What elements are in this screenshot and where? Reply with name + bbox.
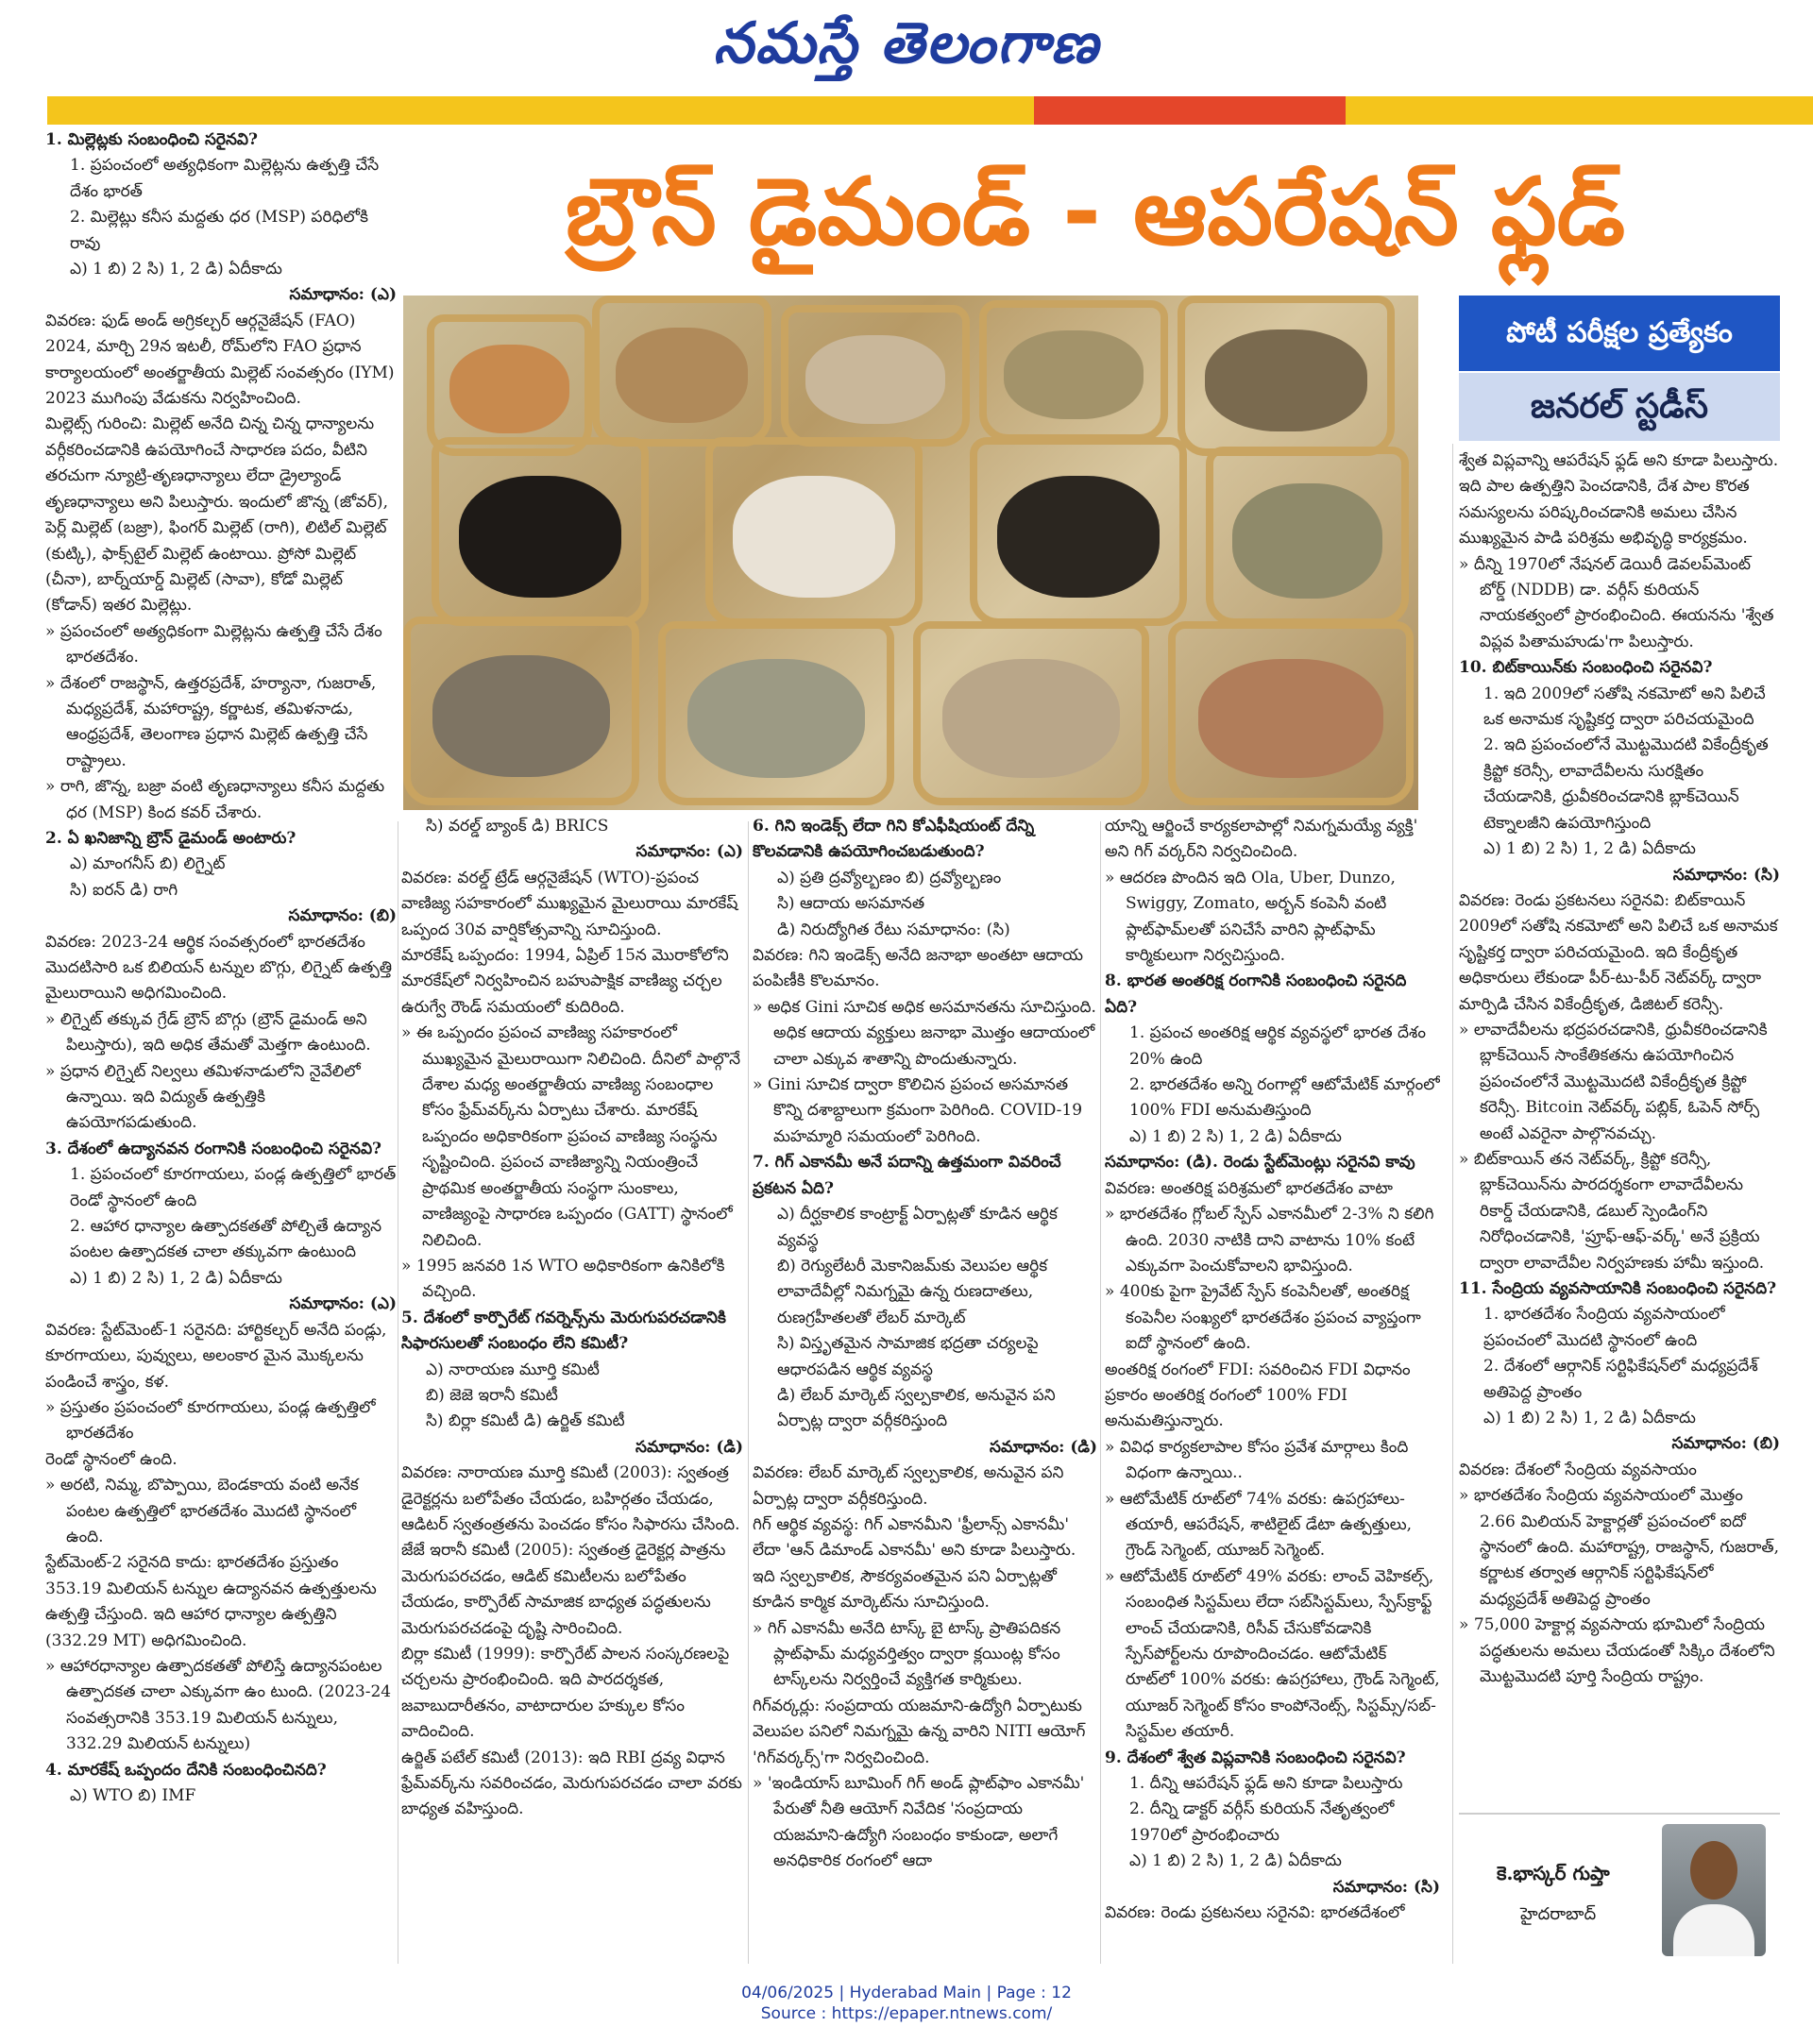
options: డి) నిరుద్యోగిత రేటు సమాధానం: (సి): [777, 920, 1010, 939]
paragraph: జేజే ఇరానీ కమిటీ (2005): స్వతంత్ర డైరెక్టర్ల పాత్రను మెరుగుపరచడం, ఆడిట్ కమిటీలను బలోపేతం చేయడం, కార్పొరేట్ సామాజిక బాధ్యత పద్ధతులను మెరుగుపరచడంపై దృష్టి సారించింది.: [401, 1541, 726, 1638]
article-column-4: [1105, 814, 1440, 1966]
bullet-item: » అధిక Gini సూచిక అధిక అసమానతను సూచిస్తుంది. అధిక ఆదాయ వ్యక్తులు జనాభా మొత్తం ఆదాయంలో చాలా ఎక్కువ శాతాన్ని పొందుతున్నారు.: [753, 997, 1096, 1069]
paragraph: వివరణ: దేశంలో సేంద్రియ వ్యవసాయం: [1459, 1460, 1697, 1479]
answer: సమాధానం: (సి): [1672, 865, 1780, 885]
author-city: హైదరాబాద్: [1520, 1904, 1597, 1924]
options: బి) జెజె ఇరానీ కమిటీ: [426, 1385, 558, 1405]
bullet-item: » 1995 జనవరి 1న WTO అధికారికంగా ఉనికిలోకి వచ్చింది.: [401, 1256, 725, 1302]
statement: 2. దేశంలో ఆర్గానిక్ సర్టిఫికేషన్‌లో మధ్యప్రదేశ్ అతిపెద్ద ప్రాంతం: [1483, 1357, 1758, 1402]
statement: 1. ప్రపంచంలో కూరగాయలు, పండ్ల ఉత్పత్తిలో భారత్ రెండో స్థానంలో ఉంది: [70, 1165, 397, 1210]
author-box: [1459, 1813, 1780, 1966]
statement: 1. ప్రపంచంలో అత్యధికంగా మిల్లెట్లను ఉత్పత్తి చేసే దేశం భారత్: [70, 156, 380, 201]
statement: 2. దీన్ని డాక్టర్ వర్గీస్ కురియన్ నేతృత్వంలో 1970లో ప్రారంభించారు: [1129, 1799, 1395, 1845]
question: 10. బిట్‌కాయిన్‌కు సంబంధించి సరైనవి?: [1459, 658, 1713, 678]
answer: సమాధానం: (డి): [635, 1437, 743, 1457]
options: ఎ) 1 బి) 2 సి) 1, 2 డి) ఏదీకాదు: [70, 1268, 282, 1288]
paragraph: మారకేష్ ఒప్పందం: 1994, ఏప్రిల్ 15న మొరాకోలోని మారకేష్‌లో నిర్వహించిన బహుపాక్షిక వాణిజ్య చర్చల ఉరుగ్వే రౌండ్ సమయంలో కుదిరింది.: [401, 946, 729, 1017]
paragraph: వివరణ: రెండు ప్రకటనలు సరైనవి: బిట్‌కాయిన్ 2009లో సతోషి నకమోటో అని పిలిచే ఒక అనామక సృష్టికర్త ద్వారా పరిచయమైంది. ఇది కేంద్రీకృత అధికారులు లేకుండా పీర్-టు-పీర్ నెట్‌వర్క్ ద్వారా మార్పిడి చేసిన వికేంద్రీకృత, డిజిటల్ కరెన్సీ.: [1459, 890, 1778, 1014]
masthead: [0, 0, 1813, 94]
answer: సమాధానం: (బి): [288, 906, 397, 926]
basket-7: [705, 437, 923, 626]
bullet-item: » అరటి, నిమ్మ, బొప్పాయి, బెండకాయ వంటి అనేక పంటల ఉత్పత్తిలో భారతదేశం మొదటి స్థానంలో ఉంది.: [45, 1476, 359, 1546]
paragraph: మిల్లెట్స్ గురించి: మిల్లెట్ అనేది చిన్న చిన్న ధాన్యాలను వర్గీకరించడానికి ఉపయోగించే సాధారణ పదం, వీటిని తరచుగా న్యూట్రి-తృణధాన్యాలు లేదా డ్రైల్యాండ్ తృణధాన్యాలు అని పిలుస్తారు. ఇందులో జొన్న (జోవర్), పెర్ల్ మిల్లెట్ (బజ్రా), ఫింగర్ మిల్లెట్ (రాగి), లిటిల్ మిల్లెట్ (కుట్కి), ఫాక్స్‌టైల్ మిల్లెట్ ఉంటాయి. ప్రోసో మిల్లెట్ (చీనా), బార్న్‌యార్డ్ మిల్లెట్ (సావా), కోడో మిల్లెట్ (కోడాన్) ఇతర మిల్లెట్లు.: [45, 414, 388, 616]
bullet-item: » Gini సూచిక ద్వారా కొలిచిన ప్రపంచ అసమానత కొన్ని దశాబ్దాలుగా క్రమంగా పెరిగింది. COVID-19 మహమ్మారి సమయంలో పెరిగింది.: [753, 1075, 1083, 1146]
paragraph: రెండో స్థానంలో ఉంది.: [45, 1449, 178, 1469]
basket-1: [427, 314, 592, 456]
paragraph: స్టేట్‌మెంట్-2 సరైనది కాదు: భారతదేశం ప్రస్తుతం 353.19 మిలియన్ టన్నుల ఉద్యానవన ఉత్పత్తులను ఉత్పత్తి చేస్తుంది. ఇది ఆహార ధాన్యాల ఉత్పత్తిని (332.29 MT) అధిగమించింది.: [45, 1553, 377, 1650]
basket-11: [658, 621, 894, 805]
bullet-item: » వివిధ కార్యకలాపాల కోసం ప్రవేశ మార్గాలు కింది విధంగా ఉన్నాయి..: [1105, 1437, 1409, 1483]
bullet-item: » ప్రపంచంలో అత్యధికంగా మిల్లెట్లను ఉత్పత్తి చేసే దేశం భారతదేశం.: [45, 621, 382, 667]
paragraph: వివరణ: స్టేట్‌మెంట్-1 సరైనది: హార్టికల్చర్ అనేది పండ్లు, కూరగాయలు, పువ్వులు, అలంకార మైన మొక్కలను పండించే శాస్త్రం, కళ.: [45, 1320, 387, 1392]
bullet-item: » గిగ్ ఎకానమీ అనేది టాస్క్ బై టాస్క్ ప్రాతిపదికన ప్లాట్‌ఫామ్ మధ్యవర్తిత్వం ద్వారా క్లయింట్ల కోసం టాస్క్‌లను నిర్వర్తించే వ్యక్తిగత కార్మికులు.: [753, 1618, 1061, 1690]
bullet-item: » దీన్ని 1970లో నేషనల్ డెయిరీ డెవలప్‌మెంట్ బోర్డ్ (NDDB) డా. వర్గీస్ కురియన్ నాయకత్వంలో ప్రారంభించింది. ఈయనను 'శ్వేత విప్లవ పితామహుడు'గా పిలుస్తారు.: [1459, 554, 1774, 651]
answer: సమాధానం: (ఎ): [289, 1294, 397, 1314]
statement: 2. ఇది ప్రపంచంలోనే మొట్టమొదటి వికేంద్రీకృత క్రిప్టో కరెన్సీ, లావాదేవీలను సురక్షితం చేయడానికి, ధ్రువీకరించడానికి బ్లాక్‌చెయిన్ టెక్నాలజీని ఉపయోగిస్తుంది: [1483, 735, 1769, 833]
bullet-item: » ప్రధాన లిగ్నైట్ నిల్వలు తమిళనాడులోని నైవేలిలో ఉన్నాయి. ఇది విద్యుత్ ఉత్పత్తికి ఉపయోగపడుతుంది.: [45, 1061, 361, 1133]
column-divider: [748, 821, 749, 1964]
header-band-center: [1034, 96, 1346, 125]
options: సి) ఆదాయ అసమానత: [777, 894, 925, 914]
paragraph: గిగ్‌వర్కర్లు: సంప్రదాయ యజమాని-ఉద్యోగి ఏర్పాటుకు వెలుపల పనిలో నిమగ్నమై ఉన్న వారిని NITI ఆయోగ్ 'గిగ్‌వర్కర్స్'గా నిర్వచించింది.: [753, 1696, 1086, 1767]
options: సి) ఐరన్ డి) రాగి: [70, 880, 178, 900]
header-band-right: [1346, 96, 1813, 125]
paragraph: వివరణ: రెండు ప్రకటనలు సరైనవి: భారతదేశంలో: [1105, 1903, 1405, 1923]
bullet-item: » బిట్‌కాయిన్ తన నెట్‌వర్క్, క్రిప్టో కరెన్సీ, బ్లాక్‌చెయిన్‌ను పారదర్శకంగా లావాదేవీలను రికార్డ్ చేయడానికి, డబుల్ స్పెండింగ్‌ని నిరోధించడానికి, 'ప్రూఫ్-ఆఫ్-వర్క్' అనే ప్రక్రియ ద్వారా లావాదేవీల నిర్వహణకు హామీ ఇస్తుంది.: [1459, 1149, 1765, 1273]
basket-12: [913, 621, 1149, 805]
header-band-left: [47, 96, 1034, 125]
question: 8. భారత అంతరిక్ష రంగానికి సంబంధించి సరైనది ఏది?: [1105, 971, 1407, 1017]
question: 5. దేశంలో కార్పొరేట్ గవర్నెన్స్‌ను మెరుగుపరచడానికి సిఫారసులతో సంబంధం లేని కమిటీ?: [401, 1308, 726, 1354]
basket-8: [970, 437, 1187, 626]
section-tag-competitive-exams: పోటీ పరీక్షల ప్రత్యేకం: [1459, 296, 1780, 371]
paragraph: గిగ్ ఆర్థిక వ్యవస్థ: గిగ్ ఎకానమీని 'ఫ్రీలాన్స్ ఎకానమీ' లేదా 'ఆన్ డిమాండ్ ఎకానమీ' అని కూడా పిలుస్తారు. ఇది స్వల్పకాలిక, సౌకర్యవంతమైన పని ఏర్పాట్లతో కూడిన కార్మిక మార్కెట్‌ను సూచిస్తుంది.: [753, 1514, 1076, 1613]
question: 3. దేశంలో ఉద్యానవన రంగానికి సంబంధించి సరైనవి?: [45, 1139, 381, 1158]
question: 6. గిని ఇండెక్స్ లేదా గిని కోఎఫీషియంట్ దేన్ని కొలవడానికి ఉపయోగించబడుతుంది?: [753, 817, 1035, 862]
bullet-item: » ఆటోమేటిక్ రూట్‌లో 74% వరకు: ఉపగ్రహాలు-తయారీ, ఆపరేషన్, శాటిలైట్ డేటా ఉత్పత్తులు, గ్రౌండ్ సెగ్మెంట్, యూజర్ సెగ్మెంట్.: [1105, 1489, 1413, 1561]
options: ఎ) WTO బి) IMF: [70, 1786, 196, 1805]
bullet-item: » ఆహారధాన్యాల ఉత్పాదకతతో పోలిస్తే ఉద్యానపంటల ఉత్పాదకత చాలా ఎక్కువగా ఉం టుంది. (2023-24 సంవత్సరానికి 353.19 మిలియన్ టన్నులు, 332.29 మిలియన్ టన్నులు): [45, 1656, 392, 1754]
bullet-item: » 400కు పైగా ప్రైవేట్ స్పేస్ కంపెనీలతో, అంతరిక్ష కంపెనీల సంఖ్యలో భారతదేశం ప్రపంచ వ్యాప్తంగా ఐదో స్థానంలో ఉంది.: [1105, 1282, 1421, 1354]
options: ఎ) ప్రతి ద్రవ్యోల్బణం బి) ద్రవ్యోల్బణం: [777, 868, 1002, 887]
basket-3: [781, 305, 970, 447]
statement: 2. మిల్లెట్లు కనీస మద్దతు ధర (MSP) పరిధిలోకి రావు: [70, 208, 368, 253]
millets-photo: [403, 296, 1418, 810]
paragraph: వివరణ: నారాయణ మూర్తి కమిటీ (2003): స్వతంత్ర డైరెక్టర్లను బలోపేతం చేయడం, బహిర్గతం చేయడం, ఆడిటర్ స్వతంత్రతను పెంచడం కోసం సిఫారసు చేసింది.: [401, 1463, 740, 1534]
article-column-5: [1459, 448, 1780, 1808]
paragraph: ఉర్జిత్ పటేల్ కమిటీ (2013): ఇది RBI ద్రవ్య విధాన ఫ్రేమ్‌వర్క్‌ను సవరించడం, మెరుగుపరచడం చాలా వరకు బాధ్యత వహిస్తుంది.: [401, 1748, 742, 1819]
statement: 2. భారతదేశం అన్ని రంగాల్లో ఆటోమేటిక్ మార్గంలో 100% FDI అనుమతిస్తుంది: [1129, 1075, 1440, 1121]
newspaper-logo: నమస్తే తెలంగాణ: [713, 10, 1100, 76]
question: 7. గిగ్ ఎకానమీ అనే పదాన్ని ఉత్తమంగా వివరించే ప్రకటన ఏది?: [753, 1153, 1061, 1198]
basket-10: [403, 617, 639, 805]
paragraph: వివరణ: వరల్డ్ ట్రేడ్ ఆర్గనైజేషన్ (WTO)-ప్రపంచ వాణిజ్య సహకారంలో ముఖ్యమైన మైలురాయి మారకేష్ ఒప్పంద 30వ వార్షికోత్సవాన్ని సూచిస్తుంది.: [401, 868, 738, 939]
answer: సమాధానం: (డి): [990, 1437, 1097, 1457]
page-headline: బ్రౌన్ డైమండ్ - ఆపరేషన్ ఫ్లడ్: [565, 159, 1626, 266]
article-column-3: [753, 814, 1097, 1966]
options: ఎ) నారాయణ మూర్తి కమిటీ: [426, 1360, 600, 1379]
bullet-item: » ఈ ఒప్పందం ప్రపంచ వాణిజ్య సహకారంలో ముఖ్యమైన మైలురాయిగా నిలిచింది. దీనిలో పాల్గొనే దేశాల మధ్య అంతర్జాతీయ వాణిజ్య సంబంధాల కోసం ఫ్రేమ్‌వర్క్‌ను ఏర్పాటు చేశారు. మారకేష్ ఒప్పందం అధికారికంగా ప్రపంచ వాణిజ్య సంస్థను సృష్టించింది. ప్రపంచ వాణిజ్యాన్ని నియంత్రించే ప్రాథమిక అంతర్జాతీయ సంస్థగా సుంకాలు, వాణిజ్యంపై సాధారణ ఒప్పందం (GATT) స్థానంలో నిలిచింది.: [401, 1023, 741, 1250]
paragraph: వివరణ: అంతరిక్ష పరిశ్రమలో భారతదేశం వాటా: [1105, 1178, 1393, 1198]
article-column-1: [45, 127, 397, 1967]
options: డి) లేబర్ మార్కెట్ స్వల్పకాలిక, అనువైన పని ఏర్పాట్ల ద్వారా వర్గీకరిస్తుంది: [777, 1385, 1056, 1431]
options: సి) విస్తృతమైన సామాజిక భద్రతా చర్యలపై ఆధారపడిన ఆర్థిక వ్యవస్థ: [777, 1334, 1039, 1379]
basket-2: [592, 296, 771, 447]
bullet-item: » ఆటోమేటిక్ రూట్‌లో 49% వరకు: లాంచ్ వెహికల్స్, సంబంధిత సిస్టమ్‌లు లేదా సబ్‌సిస్టమ్‌లు, స్పేస్‌క్రాఫ్ట్ లాంచ్ చేయడానికి, రిసీవ్ చేసుకోవడానికి స్పేస్‌పోర్ట్‌లను రూపొందించడం. ఆటోమేటిక్ రూట్‌లో 100% వరకు: ఉపగ్రహాలు, గ్రౌండ్ సెగ్మెంట్, యూజర్ సెగ్మెంట్ కోసం కాంపోనెంట్స్, సిస్టమ్స్/సబ్-సిస్టమ్‌ల తయారీ.: [1105, 1566, 1440, 1742]
bullet-item: » ఆదరణ పొందిన ఇది Ola, Uber, Dunzo, Swiggy, Zomato, అర్బన్ కంపెనీ వంటి ప్లాట్‌ఫామ్‌లతో పనిచేసే వారిని ప్లాట్‌ఫామ్ కార్మికులుగా నిర్వచిస్తుంది.: [1105, 868, 1396, 966]
question: 11. సేంద్రియ వ్యవసాయానికి సంబంధించి సరైనది?: [1459, 1279, 1777, 1298]
bullet-item: » లావాదేవీలను భద్రపరచడానికి, ధ్రువీకరించడానికి బ్లాక్‌చెయిన్ సాంకేతికతను ఉపయోగించిన ప్రపంచంలోనే మొట్టమొదటి వికేంద్రీకృత క్రిప్టో కరెన్సీ. Bitcoin నెట్‌వర్క్ పబ్లిక్, ఓపెన్ సోర్స్ అంటే ఎవరైనా పాల్గొనవచ్చు.: [1459, 1020, 1768, 1143]
avatar-body: [1673, 1904, 1754, 1956]
bullet-item: » రాగి, జొన్న, బజ్రా వంటి తృణధాన్యాలు కనీస మద్దతు ధర (MSP) కింద కవర్ చేశారు.: [45, 777, 385, 822]
author-name: కె.భాస్కర్ గుప్తా: [1497, 1862, 1610, 1884]
article-column-2: [401, 814, 743, 1966]
paragraph: వివరణ: 2023-24 ఆర్థిక సంవత్సరంలో భారతదేశం మొదటిసారి ఒక బిలియన్ టన్నుల బొగ్గు, లిగ్నైట్ ఉత్పత్తి మైలురాయిని అధిగమించింది.: [45, 932, 393, 1004]
question: 9. దేశంలో శ్వేత విప్లవానికి సంబంధించి సరైనవి?: [1105, 1748, 1406, 1767]
answer: సమాధానం: (ఎ): [635, 842, 743, 862]
statement: 1. దీన్ని ఆపరేషన్ ఫ్లడ్ అని కూడా పిలుస్తారు: [1129, 1774, 1403, 1794]
options: ఎ) మాంగనీస్ బి) లిగ్నైట్: [70, 854, 226, 874]
options: ఎ) 1 బి) 2 సి) 1, 2 డి) ఏదీకాదు: [1129, 1851, 1342, 1871]
paragraph: యాన్ని ఆర్జించే కార్యకలాపాల్లో నిమగ్నమయ్యే వ్యక్తి' అని గిగ్ వర్కర్‌ని నిర్వచించింది.: [1105, 817, 1418, 862]
bullet-item: » దేశంలో రాజస్థాన్, ఉత్తరప్రదేశ్, హర్యానా, గుజరాత్, మధ్యప్రదేశ్, మహారాష్ట్ర, కర్ణాటక, తమిళనాడు, ఆంధ్రప్రదేశ్, తెలంగాణ ప్రధాన మిల్లెట్ ఉత్పత్తి చేసే రాష్ట్రాలు.: [45, 673, 377, 770]
author-photo: [1662, 1824, 1766, 1956]
bullet-item: » భారతదేశం గ్లోబల్ స్పేస్ ఎకానమీలో 2-3% ని కలిగి ఉంది. 2030 నాటికి దాని వాటాను 10% కంటే ఎక్కువగా పెంచుకోవాలని భావిస్తుంది.: [1105, 1205, 1434, 1275]
bullet-item: » ప్రస్తుతం ప్రపంచంలో కూరగాయలు, పండ్ల ఉత్పత్తిలో భారతదేశం: [45, 1397, 376, 1444]
footer-source-link[interactable]: Source : https://epaper.ntnews.com/: [760, 2004, 1053, 2023]
bullet-item: » 'ఇండియాస్ బూమింగ్ గిగ్ అండ్ ప్లాట్‌ఫాం ఎకానమీ' పేరుతో నీతి ఆయోగ్ నివేదిక 'సంప్రదాయ యజమాని-ఉద్యోగి సంబంధం కాకుండా, అలాగే అనధికారిక రంగంలో ఆదా: [753, 1774, 1085, 1871]
paragraph: వివరణ: ఫుడ్ అండ్ అగ్రికల్చర్ ఆర్గనైజేషన్ (FAO) 2024, మార్చి 29న ఇటలీ, రోమ్‌లోని FAO ప్రధాన కార్యాలయంలో అంతర్జాతీయ మిల్లెట్ సంవత్సరం (IYM) 2023 ముగింపు వేడుకను నిర్వహించింది.: [45, 311, 395, 409]
column-divider: [1452, 444, 1453, 1964]
options: ఎ) 1 బి) 2 సి) 1, 2 డి) ఏదీకాదు: [1483, 1409, 1696, 1428]
paragraph: అంతరిక్ష రంగంలో FDI: సవరించిన FDI విధానం ప్రకారం అంతరిక్ష రంగంలో 100% FDI అనుమతిస్తున్నారు.: [1105, 1360, 1411, 1431]
statement: 2. ఆహార ధాన్యాల ఉత్పాదకతతో పోల్చితే ఉద్యాన పంటల ఉత్పాదకత చాలా తక్కువగా ఉంటుంది: [70, 1217, 382, 1262]
section-tag-general-studies: జనరల్ స్టడీస్: [1459, 373, 1780, 441]
bullet-item: » 75,000 హెక్టార్ల వ్యవసాయ భూమిలో సేంద్రియ పద్ధతులను అమలు చేయడంతో సిక్కిం దేశంలోని మొట్టమొదటి పూర్తి సేంద్రియ రాష్ట్రం.: [1459, 1615, 1775, 1687]
options: సి) బిర్లా కమిటీ డి) ఉర్జిత్ కమిటీ: [426, 1411, 625, 1431]
answer: సమాధానం: (ఎ): [289, 285, 397, 305]
footer-edition-info: 04/06/2025 | Hyderabad Main | Page : 12: [741, 1984, 1072, 2002]
options: ఎ) దీర్ఘకాలిక కాంట్రాక్ట్ ఏర్పాట్లతో కూడిన ఆర్థిక వ్యవస్థ: [777, 1205, 1058, 1250]
statement: 1. ఇది 2009లో సతోషి నకమోటో అని పిలిచే ఒక అనామక సృష్టికర్త ద్వారా పరిచయమైంది: [1483, 684, 1766, 730]
avatar-head: [1690, 1841, 1737, 1900]
answer: సమాధానం: (డి). రెండు స్టేట్‌మెంట్లు సరైనవి కావు: [1105, 1153, 1415, 1173]
answer: సమాధానం: (సి): [1332, 1877, 1440, 1897]
answer: సమాధానం: (బి): [1671, 1434, 1780, 1454]
options: ఎ) 1 బి) 2 సి) 1, 2 డి) ఏదీకాదు: [70, 260, 282, 279]
page-footer: [0, 1983, 1813, 2024]
basket-6: [432, 437, 649, 626]
bullet-item: » భారతదేశం సేంద్రియ వ్యవసాయంలో మొత్తం 2.66 మిలియన్ హెక్టార్లతో ప్రపంచంలో ఐదో స్థానంలో ఉంది. మహారాష్ట్ర, రాజస్థాన్, గుజరాత్, కర్ణాటక తర్వాత ఆర్గానిక్ సర్టిఫికేషన్‌లో మధ్యప్రదేశ్ అతిపెద్ద ప్రాంతం: [1459, 1486, 1779, 1609]
paragraph: బిర్లా కమిటీ (1999): కార్పొరేట్ పాలన సంస్కరణలపై చర్చలను ప్రారంభించింది. ఇది పారదర్శకత, జవాబుదారీతనం, వాటాదారుల హక్కుల కోసం వాదించింది.: [401, 1645, 730, 1742]
column-divider: [1100, 821, 1101, 1964]
question: 4. మారకేష్ ఒప్పందం దేనికి సంబంధించినది?: [45, 1760, 327, 1780]
options: ఎ) 1 బి) 2 సి) 1, 2 డి) ఏదీకాదు: [1129, 1126, 1342, 1146]
paragraph: వివరణ: లేబర్ మార్కెట్ స్వల్పకాలిక, అనువైన పని ఏర్పాట్ల ద్వారా వర్గీకరిస్తుంది.: [753, 1463, 1064, 1509]
basket-4: [979, 300, 1168, 442]
statement: 1. ప్రపంచ అంతరిక్ష ఆర్థిక వ్యవస్థలో భారత దేశం 20% ఉంది: [1129, 1023, 1426, 1069]
basket-9: [1206, 447, 1409, 626]
bullet-item: » లిగ్నైట్ తక్కువ గ్రేడ్ బ్రౌన్ బొగ్గు (బ్రౌన్ డైమండ్ అని పిలుస్తారు), ఇది అధిక తేమతో మెత్తగా ఉంటుంది.: [45, 1009, 371, 1056]
statement: 1. భారతదేశం సేంద్రియ వ్యవసాయంలో ప్రపంచంలో మొదటి స్థానంలో ఉంది: [1483, 1305, 1725, 1350]
basket-13: [1168, 621, 1414, 805]
options: ఎ) 1 బి) 2 సి) 1, 2 డి) ఏదీకాదు: [1483, 839, 1696, 859]
paragraph: శ్వేత విప్లవాన్ని ఆపరేషన్ ఫ్లడ్ అని కూడా పిలుస్తారు. ఇది పాల ఉత్పత్తిని పెంచడానికి, దేశ పాల కొరత సమస్యలను పరిష్కరించడానికి అమలు చేసిన ముఖ్యమైన పాడి పరిశ్రమ అభివృద్ధి కార్యక్రమం.: [1459, 451, 1779, 549]
options: బి) రెగ్యులేటరీ మెకానిజమ్‌కు వెలుపల ఆర్థిక లావాదేవీల్లో నిమగ్నమై ఉన్న రుణదాతలు, రుణగ్రహీతలతో లేబర్ మార్కెట్: [777, 1256, 1048, 1327]
paragraph: వివరణ: గిని ఇండెక్స్ అనేది జనాభా అంతటా ఆదాయ పంపిణీకి కొలమానం.: [753, 946, 1083, 991]
basket-5: [1178, 296, 1395, 456]
question: 1. మిల్లెట్లకు సంబంధించి సరైనవి?: [45, 130, 258, 149]
options: సి) వరల్డ్ బ్యాంక్ డి) BRICS: [426, 817, 609, 836]
question: 2. ఏ ఖనిజాన్ని బ్రౌన్ డైమండ్ అంటారు?: [45, 828, 297, 848]
